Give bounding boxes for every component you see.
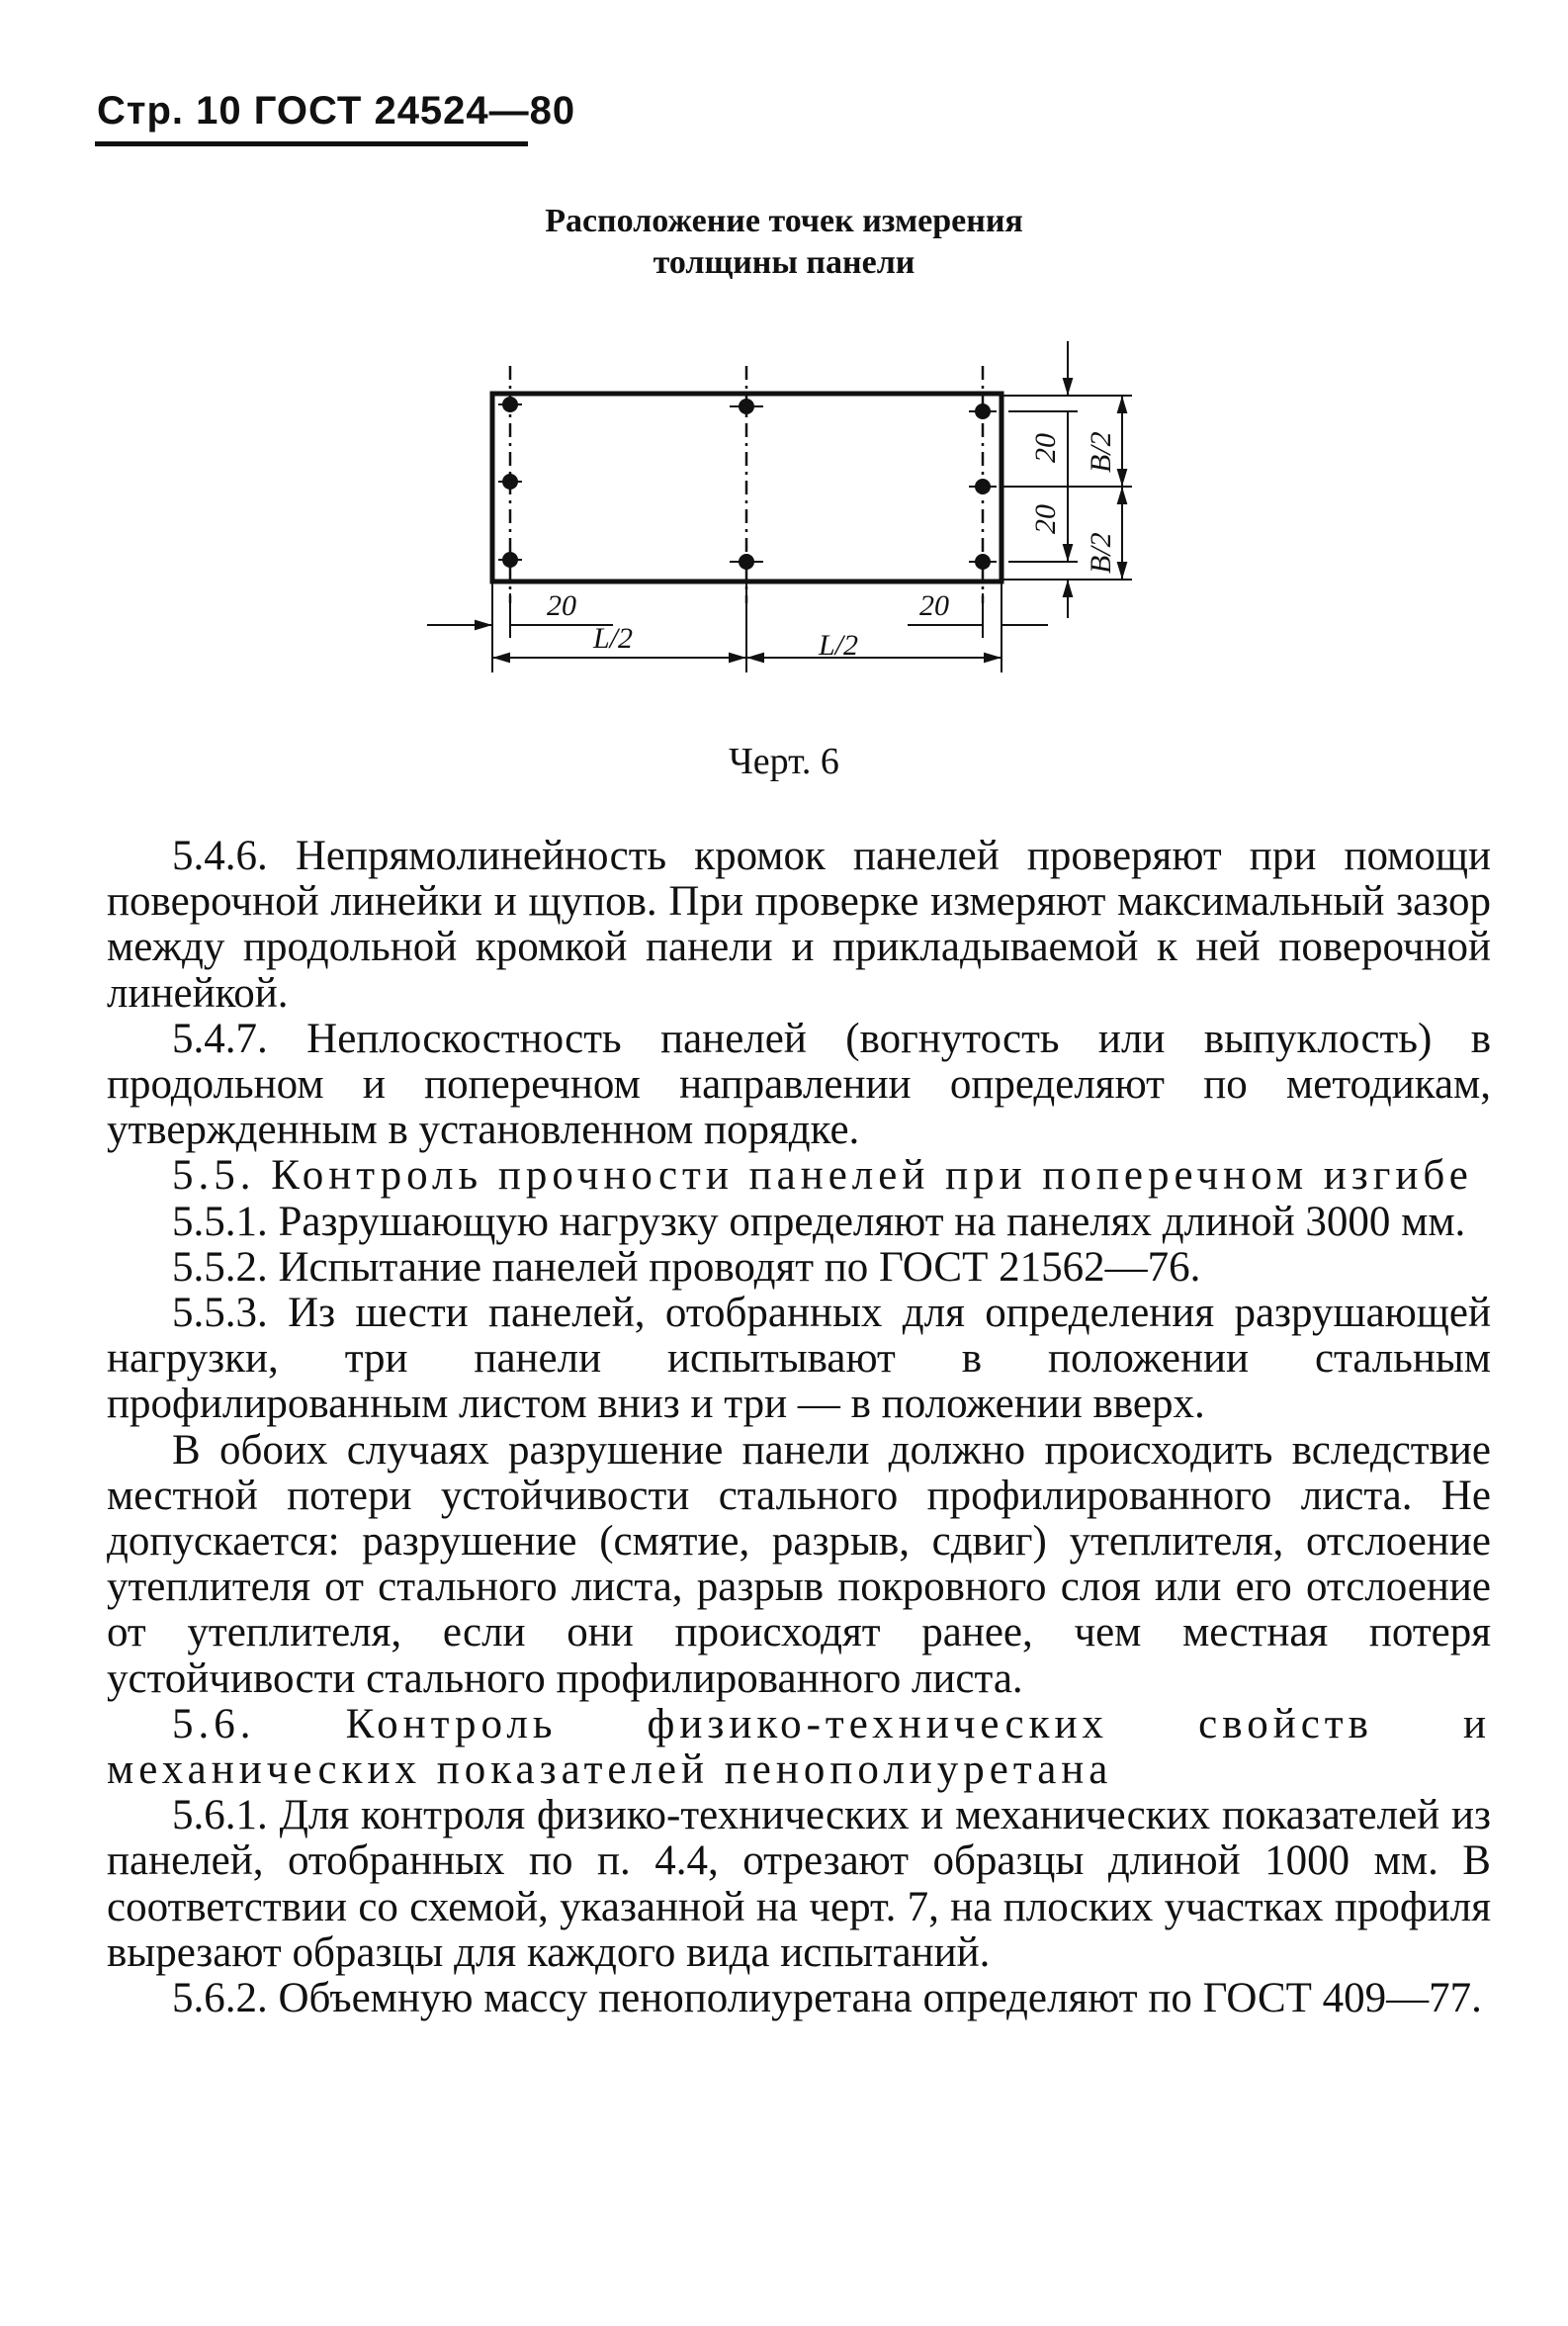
dim-label-b2-bottom: B/2 xyxy=(1085,532,1117,574)
section-heading-5-5: 5.5. Контроль прочности панелей при поперечном изгибе xyxy=(172,1152,1473,1200)
measurement-point xyxy=(739,554,754,570)
figure-caption-line2: толщины панели xyxy=(653,244,915,281)
dim-label-20-top: 20 xyxy=(1029,433,1062,463)
measurement-point xyxy=(975,554,991,570)
paragraph-5-5-2: 5.5.2. Испытание панелей проводят по ГОСТ 21562—76. xyxy=(172,1243,1201,1291)
paragraph-5-5-3: 5.5.3. Из шести панелей, отобранных для определения разрушающей нагрузки, три панели испытывают в положении стальным профилированным листом вниз и три — в положении вверх. xyxy=(107,1290,1491,1428)
measurement-point xyxy=(975,479,991,494)
measurement-point xyxy=(502,474,518,490)
header-rule xyxy=(95,141,528,146)
measurement-point xyxy=(975,403,991,419)
dim-label-l2-left: L/2 xyxy=(593,622,634,655)
paragraph-5-4-7: 5.4.7. Неплоскостность панелей (вогнутость или выпуклость) в продольном и поперечном направлении определяют по методикам, утвержденным в установленном порядке. xyxy=(107,1015,1491,1154)
dim-label-20-right: 20 xyxy=(919,589,949,622)
paragraph-5-6-2: 5.6.2. Объемную массу пенополиуретана определяют по ГОСТ 409—77. xyxy=(172,1975,1482,2022)
measurement-point xyxy=(739,399,754,414)
paragraph-5-5-1: 5.5.1. Разрушающую нагрузку определяют на панелях длиной 3000 мм. xyxy=(172,1198,1466,1245)
measurement-point xyxy=(502,552,518,568)
section-heading-5-6: 5.6. Контроль физико-технических свойств и механических показателей пенополиуретана xyxy=(107,1700,1491,1794)
dim-label-l2-right: L/2 xyxy=(819,629,859,662)
measurement-points-drawing xyxy=(415,331,1147,697)
dim-label-b2-top: B/2 xyxy=(1085,431,1117,473)
paragraph-5-5-3-continued: В обоих случаях разрушение панели должно происходить вследствие местной потери устойчивости стального профилированного листа. Не допускается: разрушение (смятие, разрыв, сдвиг) утеплителя, отслоение утеплителя от стального листа, разрыв покровного слоя или его отслоение от утеплителя, если они происходят ранее, чем местная потеря устойчивости стального профилированного листа. xyxy=(107,1426,1491,1702)
page-header: Стр. 10 ГОСТ 24524—80 xyxy=(97,89,576,133)
dim-label-20-left: 20 xyxy=(547,589,576,622)
figure-caption-line1: Расположение точек измерения xyxy=(545,203,1023,239)
body-text xyxy=(107,834,1491,2021)
paragraph-5-6-1: 5.6.1. Для контроля физико-технических и механических показателей из панелей, отобранных по п. 4.4, отрезают образцы длиной 1000 мм. В соответствии со схемой, указанной на черт. 7, на плоских участках профиля вырезают образцы для каждого вида испытаний. xyxy=(107,1792,1491,1976)
dim-label-20-mid: 20 xyxy=(1029,504,1062,534)
figure-label: Черт. 6 xyxy=(729,741,839,782)
measurement-point xyxy=(502,397,518,412)
paragraph-5-4-6: 5.4.6. Непрямолинейность кромок панелей проверяют при помощи поверочной линейки и щупов. При проверке измеряют максимальный зазор между продольной кромкой панели и прикладываемой к ней поверочной линейкой. xyxy=(107,833,1491,1017)
